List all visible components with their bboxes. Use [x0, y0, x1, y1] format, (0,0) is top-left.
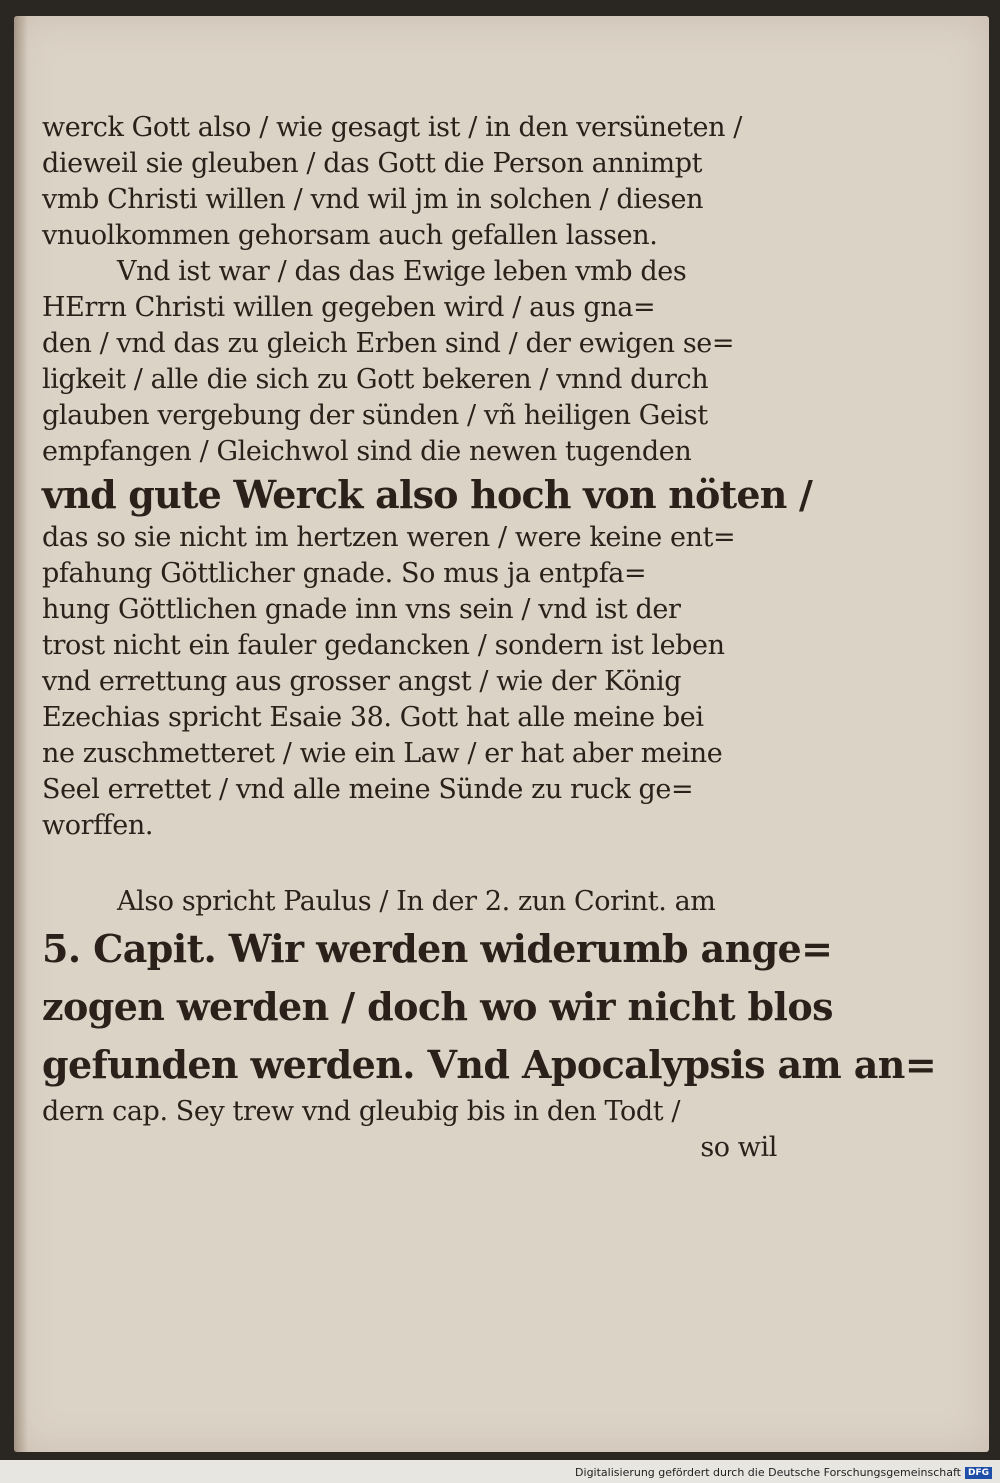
credit-text: Digitalisierung gefördert durch die Deutsche Forschungsgemeinschaft: [575, 1466, 961, 1479]
text-line: pfahung Göttlicher gnade. So mus ja entpfa=: [42, 558, 647, 589]
text-line: glauben vergebung der sünden / vñ heiligen Geist: [42, 400, 708, 431]
text-line: das so sie nicht im hertzen weren / were keine ent=: [42, 522, 736, 553]
text-line: ligkeit / alle die sich zu Gott bekeren / vnnd durch: [42, 364, 709, 395]
text-line: vmb Christi willen / vnd wil jm in solchen / diesen: [42, 184, 704, 215]
catchword: so wil: [700, 1132, 777, 1163]
text-line: vnd errettung aus grosser angst / wie der König: [42, 666, 682, 697]
text-line: Vnd ist war / das das Ewige leben vmb des: [117, 256, 687, 287]
emphasized-line: vnd gute Werck also hoch von nöten /: [42, 472, 813, 517]
text-line: empfangen / Gleichwol sind die newen tugenden: [42, 436, 692, 467]
text-line: vnuolkommen gehorsam auch gefallen lassen.: [42, 220, 658, 251]
text-line: hung Göttlichen gnade inn vns sein / vnd ist der: [42, 594, 681, 625]
page-text: [42, 110, 937, 1166]
text-line: HErrn Christi willen gegeben wird / aus gna=: [42, 292, 656, 323]
text-line: werck Gott also / wie gesagt ist / in den versüneten /: [42, 112, 743, 143]
text-line: trost nicht ein fauler gedancken / sondern ist leben: [42, 630, 725, 661]
text-line: ne zuschmetteret / wie ein Law / er hat aber meine: [42, 738, 723, 769]
page-gutter-shadow: [14, 16, 28, 1452]
text-line: Ezechias spricht Esaie 38. Gott hat alle meine bei: [42, 702, 704, 733]
text-line: dern cap. Sey trew vnd gleubig bis in den Todt /: [42, 1096, 681, 1127]
text-line: Also spricht Paulus / In der 2. zun Corint. am: [117, 886, 716, 917]
text-line: worffen.: [42, 810, 154, 841]
text-line: den / vnd das zu gleich Erben sind / der ewigen se=: [42, 328, 735, 359]
emphasized-line: gefunden werden. Vnd Apocalypsis am an=: [42, 1042, 937, 1087]
dfg-logo: DFG: [965, 1467, 992, 1479]
emphasized-line: 5. Capit. Wir werden widerumb ange=: [42, 926, 833, 971]
emphasized-line: zogen werden / doch wo wir nicht blos: [42, 984, 833, 1029]
digitization-credit: [575, 1466, 992, 1479]
text-line: Seel errettet / vnd alle meine Sünde zu ruck ge=: [42, 774, 694, 805]
text-line: dieweil sie gleuben / das Gott die Person annimpt: [42, 148, 703, 179]
paragraph-gap: [42, 844, 777, 884]
